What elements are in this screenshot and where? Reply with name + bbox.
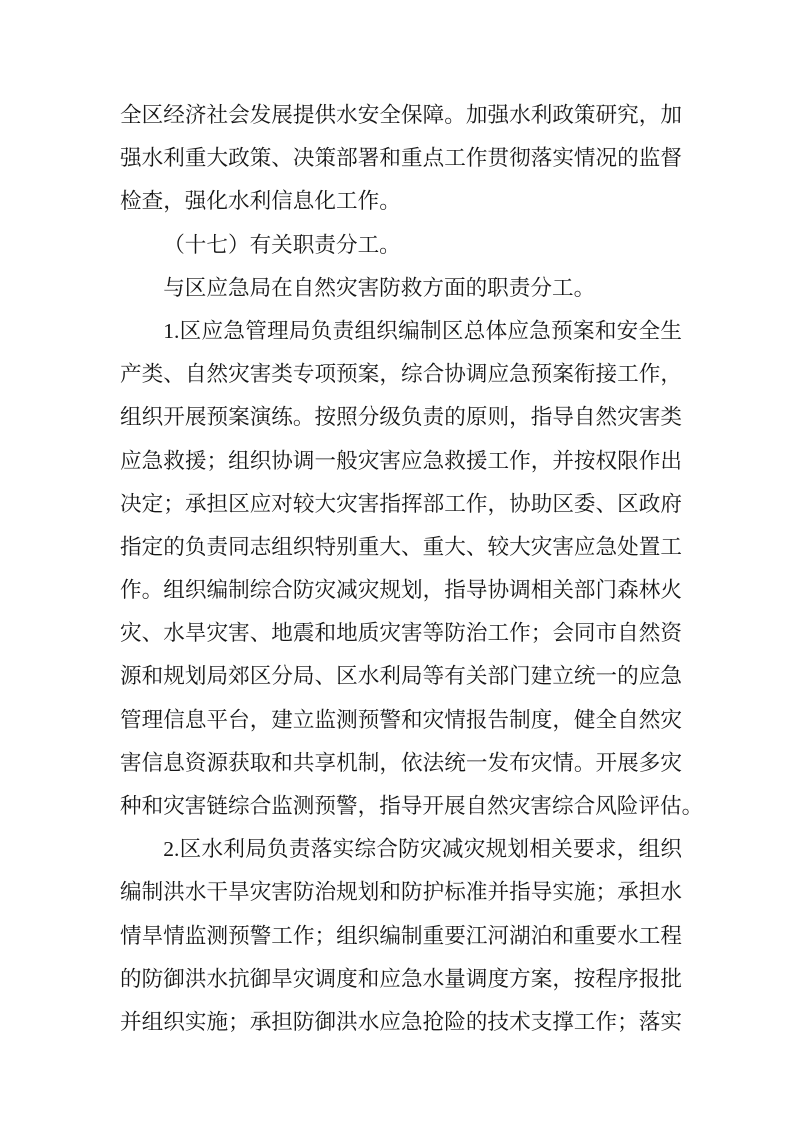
paragraph-item-1-emergency-management-bureau-line: 源和规划局郊区分局、区水利局等有关部门建立统一的应急 bbox=[120, 664, 682, 689]
paragraph-item-1-emergency-management-bureau-line: 作。组织编制综合防灾减灾规划，指导协调相关部门森林火 bbox=[120, 578, 682, 603]
paragraph-item-2-water-bureau-line: 编制洪水干旱灾害防治规划和防护标准并指导实施；承担水 bbox=[120, 880, 682, 905]
paragraph-item-1-emergency-management-bureau-line: 指定的负责同志组织特别重大、重大、较大灾害应急处置工 bbox=[120, 534, 682, 559]
paragraph-item-1-emergency-management-bureau-line: 害信息资源获取和共享机制，依法统一发布灾情。开展多灾 bbox=[120, 750, 682, 775]
paragraph-item-1-emergency-management-bureau-line: 管理信息平台，建立监测预警和灾情报告制度，健全自然灾 bbox=[120, 707, 682, 732]
paragraph-item-1-emergency-management-bureau-line: 1.区应急管理局负责组织编制区总体应急预案和安全生 bbox=[163, 318, 682, 343]
paragraph-item-1-emergency-management-bureau-line: 组织开展预案演练。按照分级负责的原则，指导自然灾害类 bbox=[120, 405, 682, 430]
paragraph-duties-division-intro-line: 与区应急局在自然灾害防救方面的职责分工。 bbox=[163, 275, 596, 300]
paragraph-continuation-water-policy-line: 全区经济社会发展提供水安全保障。加强水利政策研究，加 bbox=[120, 103, 682, 127]
text-block bbox=[120, 94, 710, 1044]
paragraph-item-1-emergency-management-bureau-line: 决定；承担区应对较大灾害指挥部工作，协助区委、区政府 bbox=[120, 491, 682, 516]
paragraph-continuation-water-policy-line: 检查，强化水利信息化工作。 bbox=[120, 189, 401, 214]
paragraph-item-1-emergency-management-bureau-line: 产类、自然灾害类专项预案，综合协调应急预案衔接工作， bbox=[120, 362, 682, 387]
paragraph-item-2-water-bureau-line: 的防御洪水抗御旱灾调度和应急水量调度方案，按程序报批 bbox=[120, 966, 682, 991]
paragraph-item-2-water-bureau-line: 2.区水利局负责落实综合防灾减灾规划相关要求，组织 bbox=[163, 837, 682, 862]
paragraph-item-1-emergency-management-bureau-line: 种和灾害链综合监测预警，指导开展自然灾害综合风险评估。 bbox=[120, 794, 704, 818]
paragraph-item-2-water-bureau-line: 情旱情监测预警工作；组织编制重要江河湖泊和重要水工程 bbox=[120, 923, 682, 948]
paragraph-item-2-water-bureau-line: 并组织实施；承担防御洪水应急抢险的技术支撑工作；落实 bbox=[120, 1009, 682, 1034]
paragraph-item-1-emergency-management-bureau-line: 应急救援；组织协调一般灾害应急救援工作，并按权限作出 bbox=[120, 448, 682, 473]
paragraph-section-heading-seventeen-line: （十七）有关职责分工。 bbox=[163, 232, 401, 257]
paragraph-continuation-water-policy-line: 强水利重大政策、决策部署和重点工作贯彻落实情况的监督 bbox=[120, 146, 682, 171]
paragraph-item-1-emergency-management-bureau-line: 灾、水旱灾害、地震和地质灾害等防治工作；会同市自然资 bbox=[120, 621, 682, 646]
